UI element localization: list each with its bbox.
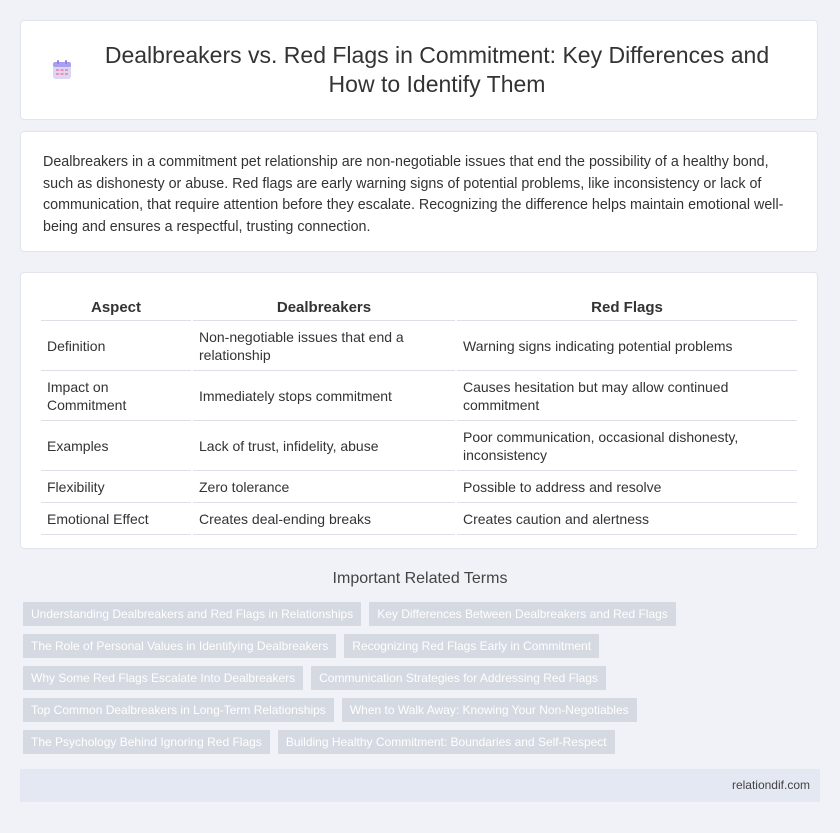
table-cell: Non-negotiable issues that end a relationship <box>192 321 456 371</box>
related-term-link[interactable]: Key Differences Between Dealbreakers and Red Flags <box>369 602 676 626</box>
calendar-icon <box>51 59 73 81</box>
table-cell: Creates caution and alertness <box>456 503 797 535</box>
header-card <box>20 20 818 120</box>
related-term-link[interactable]: Communication Strategies for Addressing Red Flags <box>311 666 606 690</box>
table-cell: Lack of trust, infidelity, abuse <box>192 421 456 471</box>
table-header: Dealbreakers <box>192 297 456 321</box>
table-header-row <box>41 297 797 321</box>
table-cell: Warning signs indicating potential problems <box>456 321 797 371</box>
table-cell: Definition <box>41 321 192 371</box>
table-cell: Possible to address and resolve <box>456 471 797 503</box>
table-row <box>41 503 797 535</box>
comparison-card <box>20 272 818 549</box>
related-term-link[interactable]: Why Some Red Flags Escalate Into Dealbreakers <box>23 666 303 690</box>
table-cell: Examples <box>41 421 192 471</box>
page-title: Dealbreakers vs. Red Flags in Commitment: Key Differences and How to Identify Them <box>104 42 770 97</box>
table-cell: Causes hesitation but may allow continued commitment <box>456 371 797 421</box>
related-term-link[interactable]: Recognizing Red Flags Early in Commitment <box>344 634 599 658</box>
table-cell: Immediately stops commitment <box>192 371 456 421</box>
table-cell: Emotional Effect <box>41 503 192 535</box>
table-header: Red Flags <box>456 297 797 321</box>
related-term-link[interactable]: The Psychology Behind Ignoring Red Flags <box>23 730 270 754</box>
table-row <box>41 371 797 421</box>
table-cell: Impact on Commitment <box>41 371 192 421</box>
comparison-table <box>41 297 797 535</box>
table-cell: Flexibility <box>41 471 192 503</box>
related-term-link[interactable]: Building Healthy Commitment: Boundaries and Self-Respect <box>278 730 615 754</box>
footer-site-link[interactable]: relationdif.com <box>731 778 810 792</box>
table-header: Aspect <box>41 297 192 321</box>
related-terms-title: Important Related Terms <box>332 570 508 587</box>
intro-text: Dealbreakers in a commitment pet relationship are non-negotiable issues that end the possibility of a healthy bond, such as dishonesty or abuse. Red flags are early warning signs of potential problems, like inconsistency or lack of communication, that require attention before they escalate. Recognizing the difference helps maintain emotional well-being and ensures a respectful, trusting connection. <box>43 154 784 235</box>
related-terms-list <box>23 602 823 762</box>
table-row <box>41 471 797 503</box>
intro-card <box>20 131 818 252</box>
table-cell: Creates deal-ending breaks <box>192 503 456 535</box>
table-cell: Zero tolerance <box>192 471 456 503</box>
footer <box>20 769 820 802</box>
table-row <box>41 421 797 471</box>
related-term-link[interactable]: Top Common Dealbreakers in Long-Term Relationships <box>23 698 334 722</box>
table-row <box>41 321 797 371</box>
related-term-link[interactable]: The Role of Personal Values in Identifying Dealbreakers <box>23 634 336 658</box>
related-term-link[interactable]: Understanding Dealbreakers and Red Flags in Relationships <box>23 602 361 626</box>
table-cell: Poor communication, occasional dishonesty, inconsistency <box>456 421 797 471</box>
related-term-link[interactable]: When to Walk Away: Knowing Your Non-Negotiables <box>342 698 637 722</box>
